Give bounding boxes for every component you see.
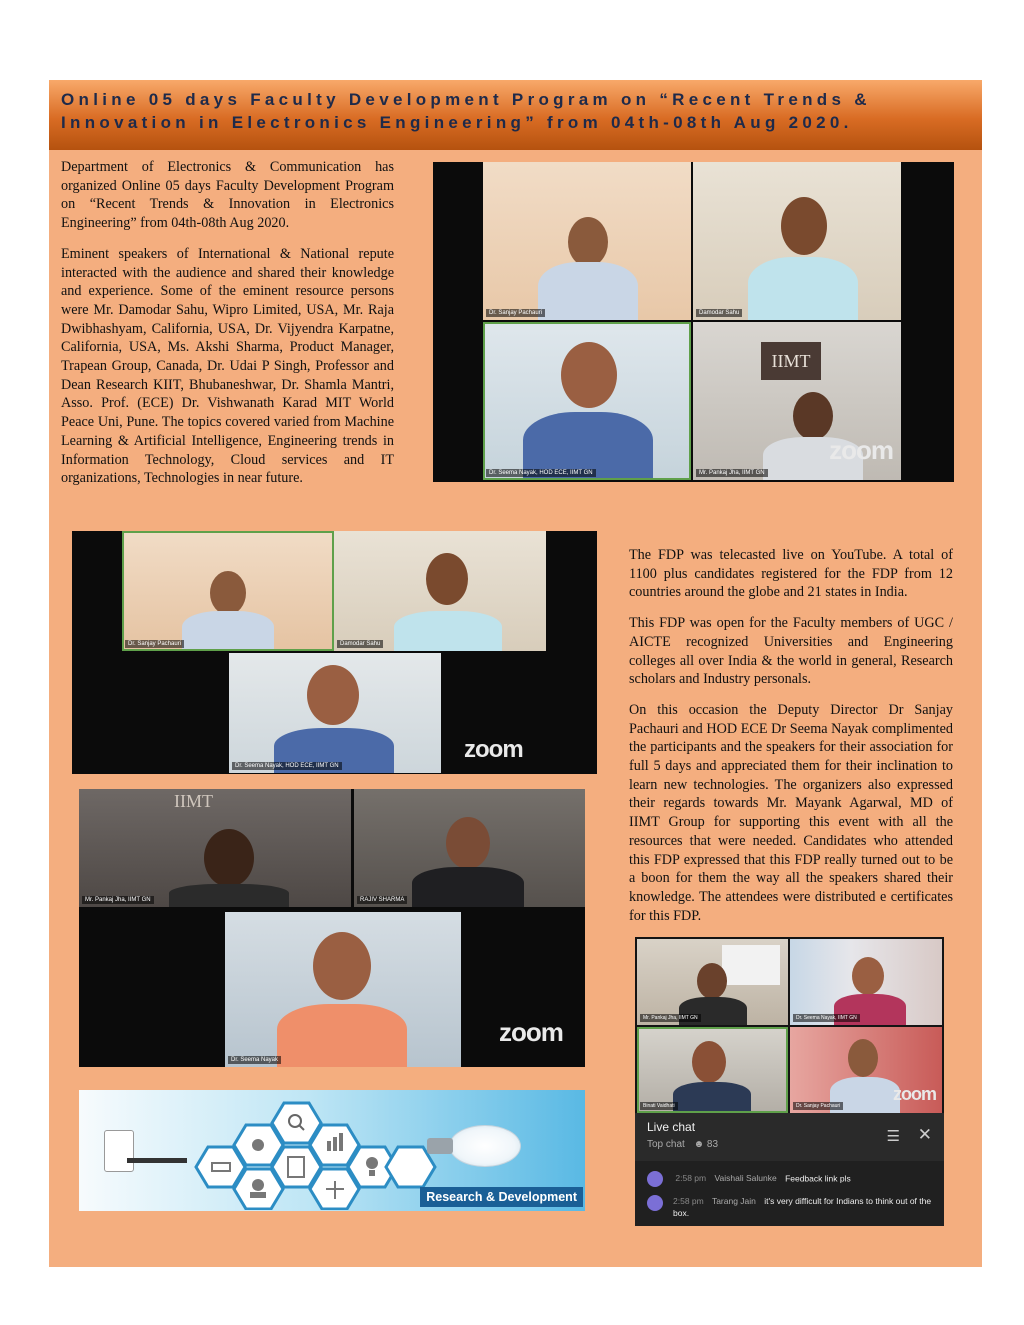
intro-paragraph: Department of Electronics & Communication has organized Online 05 days Faculty Development Program on “Recent Trends & Innovation in Electronics Engineering” from 04th-08th Aug 2020. (61, 159, 394, 232)
participant-name: Dr. Sanjay Pachauri (125, 640, 184, 648)
participant-name: Dr. Sanjay Pachauri (486, 309, 545, 317)
zoom-screenshot-3 (79, 789, 585, 1067)
zoom-logo: zoom (829, 435, 893, 465)
iimt-sign: IIMT (174, 791, 213, 811)
zoom-live-chat-screenshot (635, 937, 944, 1226)
viewer-icon: ☻ (693, 1139, 705, 1150)
avatar (647, 1171, 663, 1187)
participant-tile (122, 531, 334, 651)
close-icon[interactable]: ✕ (917, 1125, 932, 1144)
chat-time: 2:58 pm (675, 1173, 707, 1184)
participant-tile (693, 162, 901, 320)
participant-name: Dr. Seema Nayak (228, 1056, 281, 1064)
chat-author: Vaishali Salunke (714, 1173, 777, 1184)
top-chat-label (647, 1139, 718, 1150)
title-banner (49, 80, 982, 150)
plug-socket-icon (104, 1130, 134, 1172)
left-text-column (61, 158, 394, 500)
zoom-logo: zoom (893, 1084, 936, 1104)
participant-name: Mr. Pankaj Jha, IIMT GN (82, 896, 154, 904)
zoom-screenshot-1 (433, 162, 954, 482)
research-development-label: Research & Development (420, 1187, 583, 1207)
live-chat-panel (635, 1113, 944, 1226)
zoom-logo: zoom (464, 736, 523, 763)
participant-name: Mr. Pankaj Jha, IIMT GN (696, 469, 768, 477)
participant-tile (229, 653, 441, 773)
chat-settings-icon[interactable]: ☰ (886, 1128, 900, 1145)
right-text-column (629, 546, 953, 937)
participant-tile (79, 789, 351, 907)
bulb-base-icon (427, 1138, 453, 1154)
avatar (647, 1195, 663, 1211)
light-bulb-icon (449, 1125, 521, 1167)
participant-name: Dr. Seema Nayak, IIMT GN (793, 1014, 860, 1022)
chat-message (647, 1171, 937, 1187)
participant-tile (790, 1027, 942, 1113)
zoom-logo: zoom (499, 1017, 563, 1047)
banner-title: Online 05 days Faculty Development Program on “Recent Trends & Innovation in Electronics Engineering” from 04th-08th Aug 2020. (61, 90, 871, 132)
live-chat-title: Live chat (647, 1120, 696, 1134)
participant-tile (637, 939, 788, 1025)
research-development-graphic (79, 1090, 585, 1211)
participant-tile (334, 531, 546, 651)
participant-name: Damodar Sahu (337, 640, 383, 648)
chat-author: Tarang Jain (711, 1196, 756, 1206)
participant-tile (693, 322, 901, 480)
participant-tile (483, 162, 691, 320)
participant-name: Dr. Sanjay Pachauri (793, 1102, 843, 1110)
zoom-screenshot-2 (72, 531, 597, 774)
viewer-count: 83 (706, 1139, 719, 1150)
participant-name: Dr. Seema Nayak, HOD ECE, IIMT GN (232, 762, 342, 770)
eligibility-paragraph: This FDP was open for the Faculty members of UGC / AICTE recognized Universities and Engineering colleges all over India & the world in general, Research scholars and Industry personals. (629, 615, 953, 688)
participant-tile (225, 912, 461, 1067)
chat-text: it's very difficult for Indians to think out of the box. (673, 1196, 932, 1218)
participant-name: Binati Vaidhati (640, 1102, 678, 1110)
participant-tile (354, 789, 585, 907)
participant-tile (637, 1027, 788, 1113)
participant-tile (483, 322, 691, 480)
participant-tile (790, 939, 942, 1025)
top-chat-selector[interactable]: Top chat (647, 1139, 685, 1150)
chat-message (647, 1195, 937, 1219)
chat-time: 2:58 pm (673, 1196, 704, 1206)
closing-paragraph: On this occasion the Deputy Director Dr Sanjay Pachauri and HOD ECE Dr Seema Nayak complimented the participants and the speakers for their association for full 5 days and appreciated them for their inclination to learn new technologies. The organizers also expressed their regards towards Mr. Mayank Agarwal, MD of IIMT Group for supporting this event with all the resources that were needed. Candidates who attended this FDP expressed that this FDP really turned out to be a boon for them the way all the speakers shared their knowledge. The attendees were distributed e certificates for this FDP. (629, 701, 953, 924)
participant-name: Dr. Seema Nayak, HOD ECE, IIMT GN (486, 469, 596, 477)
participant-name: Damodar Sahu (696, 309, 742, 317)
speakers-paragraph: Eminent speakers of International & National repute interacted with the audience and shared their knowledge and experience. Some of the eminent resource persons were Mr. Damodar Sahu, Wipro Limited, USA, Mr. Raja Dwibhashyam, California, USA, Dr. Vijyendra Karpatne, California, USA, Ms. Akshi Sharma, Product Manager, Trapean Group, Canada, Dr. Udai P Singh, Professor and Dean Research KIIT, Bhubaneshwar, Dr. Shamla Mantri, Asso. Prof. (ECE) Dr. Vishwanath Karad MIT World Peace Uni, Pune. The topics covered varied from Machine Learning & Artificial Intelligence, Engineering trends in Information Technology, Cloud services and IT organizations, Technologies in near future. (61, 245, 394, 487)
participant-name: RAJIV SHARMA (357, 896, 407, 904)
chat-text: Feedback link pls (785, 1173, 851, 1184)
iimt-sign: IIMT (761, 342, 821, 380)
participant-name: Mr. Pankaj Jha, IIMT GN (640, 1014, 701, 1022)
live-chat-header (635, 1113, 944, 1161)
youtube-paragraph: The FDP was telecasted live on YouTube. A total of 1100 plus candidates registered for the FDP from 12 countries around the globe and 21 states in India. (629, 547, 953, 601)
